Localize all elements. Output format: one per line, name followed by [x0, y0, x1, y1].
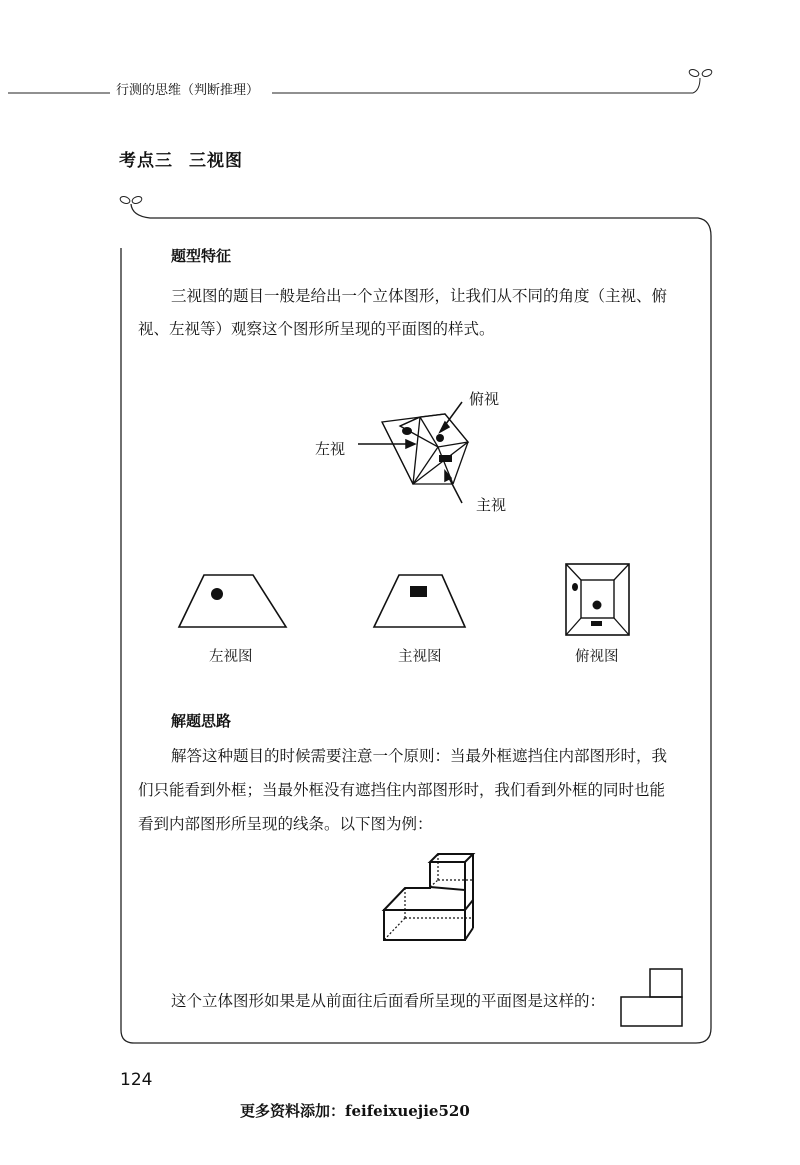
- arrow-front: [445, 471, 462, 503]
- caption-front-view: 主视图: [398, 649, 442, 665]
- header-title: 行测的思维（判断推理）: [116, 83, 260, 98]
- label-left-view: 左视: [315, 440, 346, 458]
- sprout-icon: [119, 195, 143, 204]
- footer-note: 更多资料添加：feifeixuejie520: [240, 1102, 470, 1120]
- l-shaped-solid: [380, 850, 480, 946]
- features-line-1: 三视图的题目一般是给出一个立体图形，让我们从不同的角度（主视、俯: [171, 287, 668, 305]
- approach-heading: 解题思路: [171, 712, 232, 730]
- approach-line-3: 看到内部图形所呈现的线条。以下图为例：: [138, 815, 433, 833]
- caption-top-view: 俯视图: [575, 649, 619, 665]
- sprout-icon: [688, 68, 713, 77]
- label-top-view: 俯视: [469, 390, 500, 408]
- front-projection: [618, 965, 686, 1029]
- section-label: 考点三: [119, 151, 173, 171]
- caption-left-view: 左视图: [209, 649, 253, 665]
- approach-conclusion: 这个立体图形如果是从前面往后面看所呈现的平面图是这样的：: [171, 992, 606, 1010]
- arrow-top: [440, 402, 462, 432]
- features-line-2: 视、左视等）观察这个图形所呈现的平面图的样式。: [138, 320, 495, 338]
- top-dot: [436, 434, 444, 442]
- page-number: 124: [120, 1070, 153, 1090]
- left-dot: [402, 427, 412, 435]
- approach-line-2: 们只能看到外框；当最外框没有遮挡住内部图形时，我们看到外框的同时也能: [138, 781, 666, 799]
- solid-outline: [382, 414, 468, 484]
- section-name: 三视图: [189, 151, 243, 171]
- arrow-left: [358, 440, 415, 448]
- label-front-view: 主视: [476, 496, 507, 514]
- front-view-drawing: [370, 570, 470, 632]
- approach-line-1: 解答这种题目的时候需要注意一个原则：当最外框遮挡住内部图形时，我: [171, 747, 668, 765]
- left-view-drawing: [175, 570, 290, 632]
- front-square: [439, 455, 452, 462]
- features-heading: 题型特征: [171, 247, 232, 265]
- top-view-drawing: [562, 560, 634, 640]
- section-title: [119, 146, 243, 171]
